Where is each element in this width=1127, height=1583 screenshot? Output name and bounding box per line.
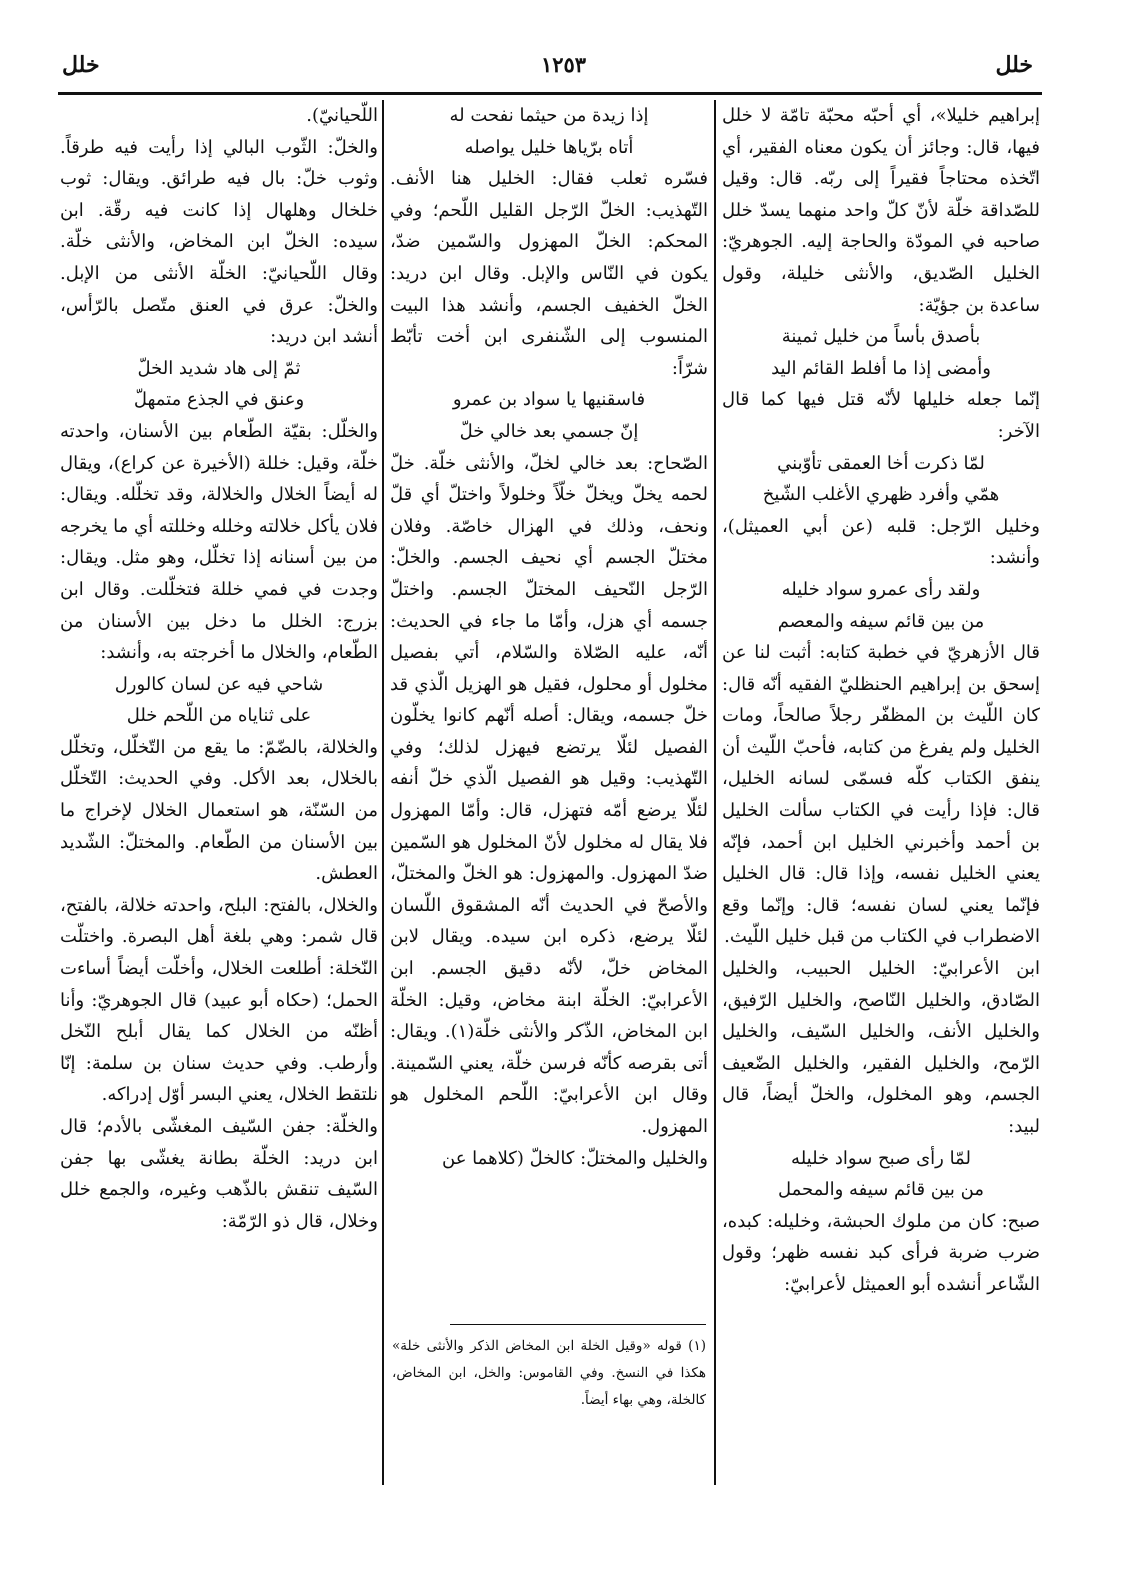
paragraph: اللّحيانيّ).: [306, 105, 378, 126]
verse-line: لمّا رأى صبح سواد خليله: [791, 1147, 971, 1169]
column-left: [60, 100, 378, 1485]
page-number: ١٢٥٣: [540, 52, 587, 77]
paragraph: والخلالة، بالضّمّ: ما يقع من التّخلّل، وتخلّل بالخلال، بعد الأكل. وفي الحديث: التّخلّل من السّنّة، هو استعمال الخلال لإخراج ما بين الأسنان من الطّعام. والمختلّ: الشّديد العطش.: [60, 736, 378, 885]
verse-line: وعنق في الجذع متمهلّ: [133, 389, 305, 411]
column-divider: [714, 100, 716, 1485]
verse-line: شاحي فيه عن لسان كالورل: [114, 673, 324, 695]
verse-line: وأمضى إذا ما أفلط القائم اليد: [771, 357, 991, 379]
column-right: [722, 100, 1040, 1485]
paragraph: قال الأزهريّ في خطبة كتابه: أثبت لنا عن إسحق بن إبراهيم الحنظليّ الفقيه أنّه قال: كان اللّيث بن المظفّر رجلاً صالحاً، ومات الخليل ولم يفرغ من كتابه، فأحبّ اللّيث أن ينفق الكتاب كلّه فسمّى لسانه الخليل، قال: فإذا رأيت في الكتاب سألت الخليل بن أحمد وأخبرني الخليل ابن أحمد، فإنّه يعني الخليل نفسه، وإذا قال: قال الخليل فإنّما يعني لسان نفسه؛ قال: وإنّما وقع الاضطراب في الكتاب من قبل خليل اللّيث.: [722, 642, 1040, 948]
paragraph: إنّما جعله خليلها لأنّه قتل فيها كما قال الآخر:: [722, 389, 1040, 442]
verse-line: لمّا ذكرت أخا العمقى تأوّبني: [777, 452, 985, 474]
header-rule: [58, 92, 1042, 95]
running-head-left: خلل: [62, 52, 100, 78]
verse-line: أتاه برّياها خليل يواصله: [464, 136, 634, 158]
paragraph: ابن الأعرابيّ: الخليل الحبيب، والخليل الصّادق، والخليل النّاصح، والخليل الرّفيق، والخليل الأنف، والخليل السّيف، والخليل الرّمح، والخليل الفقير، والخليل الضّعيف الجسم، وهو المخلول، والخلّ أيضاً، قال لبيد:: [722, 958, 1040, 1137]
verse-line: همّي وأفرد ظهري الأغلب الشّيخ: [762, 484, 1000, 506]
paragraph: والخليل والمختلّ: كالخلّ (كلاهما عن: [442, 1147, 708, 1169]
verse-line: إنّ جسمي بعد خالي خلّ: [459, 420, 639, 442]
verse-line: فاسقنيها يا سواد بن عمرو: [452, 389, 646, 411]
footnote: (١) قوله «وقيل الخلة ابن المخاض الذكر والأنثى خلة» هكذا في النسخ. وفي القاموس: والخل، ابن المخاض، كالخلة، وهي بهاء أيضاً.: [392, 1338, 706, 1408]
verse-line: من بين قائم سيفه والمعصم: [777, 610, 985, 632]
verse-line: ثمّ إلى هاد شديد الخلّ: [137, 357, 301, 379]
verse-line: من بين قائم سيفه والمحمل: [778, 1179, 984, 1201]
verse-line: على ثناياه من اللّحم خلل: [126, 705, 312, 727]
paragraph: صبح: كان من ملوك الحبشة، وخليله: كبده، ضرب ضربة فرأى كبد نفسه ظهر؛ وقول الشّاعر أنشده أبو العميثل لأعرابيّ:: [722, 1210, 1040, 1295]
paragraph: الصّحاح: بعد خالي لخلّ، والأنثى خلّة. خلّ لحمه يخلّ ويخلّ خلّاً وخلولاً واختلّ أي قلّ ونحف، وذلك في الهزال خاصّة. وفلان مختلّ الجسم أي نحيف الجسم. والخلّ: الرّجل النّحيف المختلّ الجسم. واختلّ جسمه أي هزل، وأمّا ما جاء في الحديث: أنّه، عليه الصّلاة والسّلام، أتي بفصيل مخلول أو محلول، فقيل هو الهزيل الّذي قد خلّ جسمه، ويقال: أصله أنّهم كانوا يخلّون الفصيل لئلّا يرتضع فيهزل لذلك؛ وفي التّهذيب: وقيل هو الفصيل الّذي خلّ أنفه لئلّا يرضع أمّه فتهزل، قال: وأمّا المهزول فلا يقال له مخلول لأنّ المخلول هو السّمين ضدّ المهزول. والمهزول: هو الخلّ والمختلّ، والأصحّ في الحديث أنّه المشقوق اللّسان لئلّا يرضع، ذكره ابن سيده. ويقال لابن المخاض خلّ، لأنّه دقيق الجسم. ابن الأعرابيّ: الخلّة ابنة مخاض، وقيل: الخلّة ابن المخاض، الذّكر والأنثى خلّة(١). ويقال: أتى بقرصه كأنّه فرسن خلّة، يعني السّمينة. وقال ابن الأعرابيّ: اللّحم المخلول هو المهزول.: [390, 452, 708, 1137]
paragraph: والخلّ: الثّوب البالي إذا رأيت فيه طرقاً. وثوب خلّ: بال فيه طرائق. ويقال: ثوب خلخال وهلهال إذا كانت فيه رقّة. ابن سيده: الخلّ ابن المخاض، والأنثى خلّة. وقال اللّحيانيّ: الخلّة الأنثى من الإبل. والخلّ: عرق في العنق متّصل بالرّأس، أنشد ابن دريد:: [60, 136, 378, 348]
verse-line: إذا زيدة من حيثما نفحت له: [449, 105, 649, 126]
paragraph: والخلال، بالفتح: البلح، واحدته خلالة، بالفتح، قال شمر: وهي بلغة أهل البصرة. واختلّت النّخلة: أطلعت الخلال، وأخلّت أيضاً أساءت الحمل؛ (حكاه أبو عبيد) قال الجوهريّ: وأنا أظنّه من الخلال كما يقال أبلح النّخل وأرطب. وفي حديث سنان بن سلمة: إنّا نلتقط الخلال، يعني البسر أوّل إدراكه.: [60, 894, 378, 1106]
verse-line: بأصدق بأساً من خليل ثمينة: [781, 326, 981, 348]
verse-line: ولقد رأى عمرو سواد خليله: [781, 578, 981, 600]
paragraph: فسّره ثعلب فقال: الخليل هنا الأنف. التّهذيب: الخلّ الرّجل القليل اللّحم؛ وفي المحكم: الخلّ المهزول والسّمين ضدّ، يكون في النّاس والإبل. وقال ابن دريد: الخلّ الخفيف الجسم، وأنشد هذا البيت المنسوب إلى الشّنفرى ابن أخت تأبّط شرّاً:: [390, 168, 708, 379]
running-head-right: خلل: [995, 52, 1033, 78]
column-divider: [382, 100, 384, 1485]
footnote-rule: [450, 1324, 706, 1325]
paragraph: إبراهيم خليلا»، أي أحبّه محبّة تامّة لا خلل فيها، قال: وجائز أن يكون معناه الفقير، أي اتّخذه محتاجاً فقيراً إلى ربّه. قال: وقيل للصّداقة خلّة لأنّ كلّ واحد منهما يسدّ خلل صاحبه في المودّة والحاجة إليه. الجوهريّ: الخليل الصّديق، والأنثى خليلة، وقول ساعدة بن جؤيّة:: [722, 105, 1040, 316]
paragraph: وخليل الرّجل: قلبه (عن أبي العميثل)، وأنشد:: [722, 515, 1040, 569]
paragraph: والخلّل: بقيّة الطّعام بين الأسنان، واحدته خلّة، وقيل: خللة (الأخيرة عن كراع)، ويقال له أيضاً الخلال والخلالة، وقد تخلّله. ويقال: فلان يأكل خلالته وخلله وخللته أي ما يخرجه من بين أسنانه إذا تخلّل، وهو مثل. ويقال: وجدت في فمي خللة فتخلّلت. وقال ابن بزرج: الخلل ما دخل بين الأسنان من الطّعام، والخلال ما أخرجته به، وأنشد:: [60, 420, 378, 664]
paragraph: والخلّة: جفن السّيف المغشّى بالأدم؛ قال ابن دريد: الخلّة بطانة يغشّى بها جفن السّيف تنقش بالذّهب وغيره، والجمع خلل وخلال، قال ذو الرّمّة:: [60, 1116, 378, 1232]
column-middle: [390, 100, 708, 1322]
